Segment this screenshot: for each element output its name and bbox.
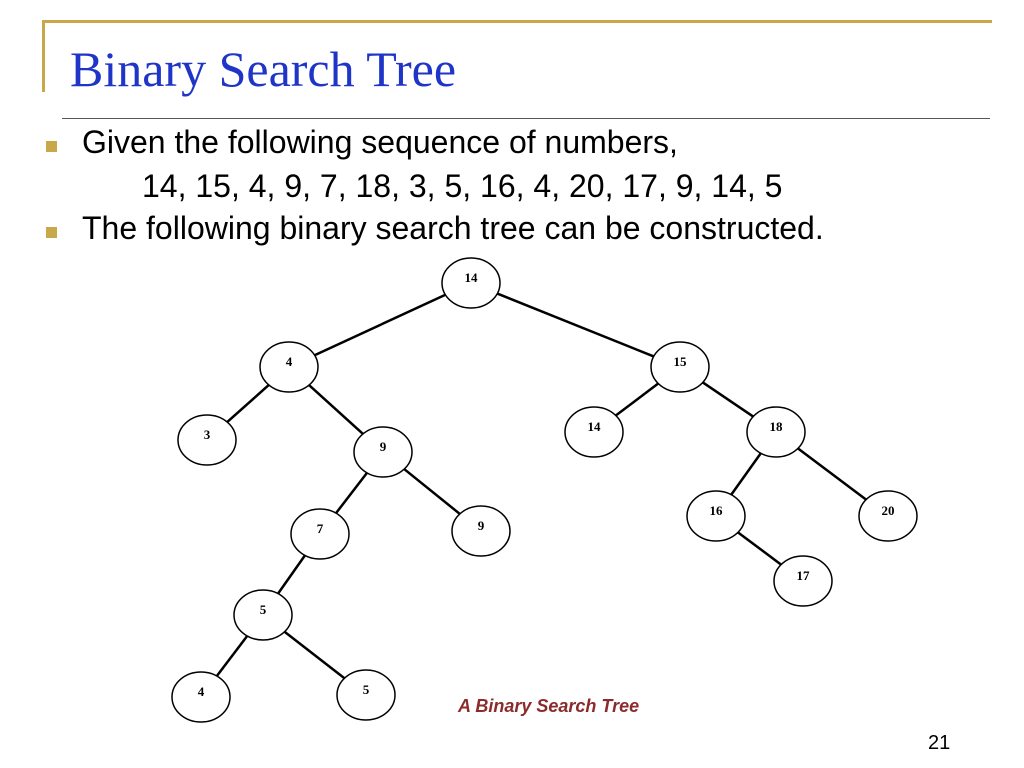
bullet-text-2: The following binary search tree can be constructed. [82,210,824,246]
tree-node-label: 4 [197,684,205,699]
tree-node-n14b [565,407,623,457]
tree-edge-n5a-n5b [285,632,345,679]
tree-node-label: 14 [464,270,478,285]
tree-edge-n15-n18 [703,382,753,416]
tree-node-label: 18 [769,419,783,434]
tree-node-n20 [859,491,917,541]
tree-node-n4 [260,342,318,392]
tree-node-label: 4 [285,354,293,369]
tree-node-label: 5 [259,602,267,617]
diagram-caption: A Binary Search Tree [458,696,640,716]
slide-title: Binary Search Tree [70,41,457,97]
tree-node-n15 [651,342,709,392]
tree-edge-n7-n5a [278,555,305,593]
tree-node-label: 3 [203,427,211,442]
tree-edge-root-n15 [497,294,653,357]
tree-edge-root-n4 [315,295,446,355]
tree-node-label: 7 [316,521,324,536]
tree-node-n18 [747,407,805,457]
tree-node-n7 [291,509,349,559]
tree-edge-n4-n9a [309,385,363,434]
tree-node-label: 5 [362,682,370,697]
tree-node-n5b [337,670,395,720]
tree-node-label: 14 [587,419,601,434]
page-number: 21 [928,732,951,754]
tree-edge-n15-n14b [616,383,658,415]
tree-node-label: 9 [379,439,387,454]
tree-node-root [442,258,500,308]
bullet-text-1: Given the following sequence of numbers, [82,124,678,160]
tree-edge-n4-n3 [227,385,269,422]
tree-node-n3 [178,415,236,465]
tree-edge-n9a-n7 [336,473,367,513]
tree-node-n9b [452,506,510,556]
tree-node-n5a [234,590,292,640]
tree-node-n17 [774,556,832,606]
tree-edge-n9a-n9b [404,469,460,514]
number-sequence: 14, 15, 4, 9, 7, 18, 3, 5, 16, 4, 20, 17, 9, 14, 5 [142,168,783,204]
tree-edge-n5a-n4b [217,636,247,676]
tree-node-label: 17 [796,568,810,583]
tree-node-label: 20 [881,503,895,518]
tree-edge-n18-n16 [731,453,761,494]
tree-node-n4b [172,672,230,722]
tree-node-label: 16 [709,503,723,518]
tree-node-n9a [354,427,412,477]
tree-edge-n18-n20 [798,448,866,499]
tree-node-label: 9 [477,518,485,533]
tree-node-n16 [687,491,745,541]
tree-node-label: 15 [673,354,687,369]
tree-edge-n16-n17 [738,532,781,564]
